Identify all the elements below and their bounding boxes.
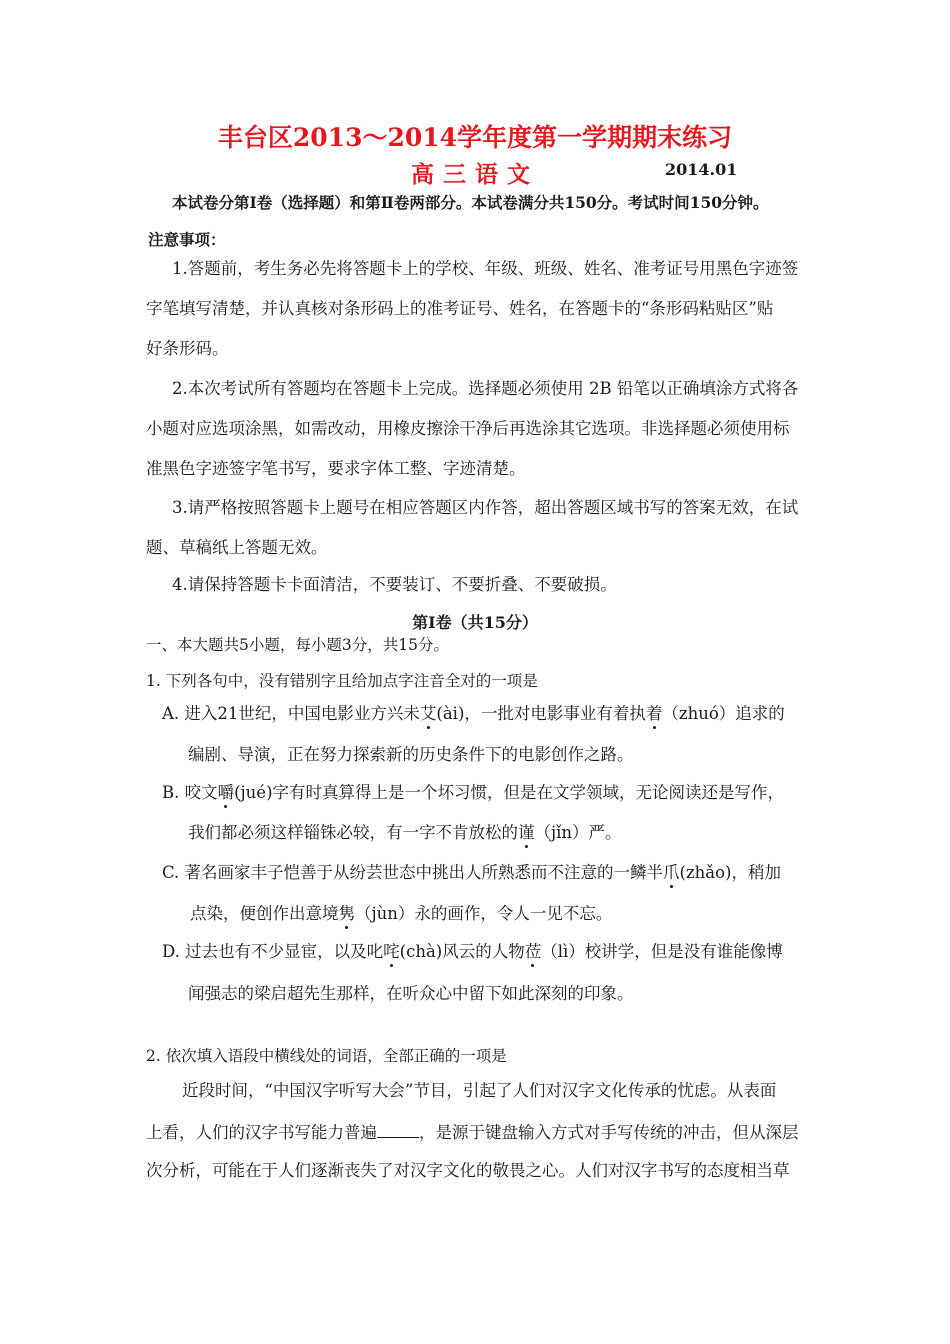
note-line: 2.本次考试所有答题均在答题卡上完成。选择题必须使用 2B 铅笔以正确填涂方式将各 [172,379,799,398]
emphasis-char: 着 [645,704,663,723]
option-line: B. 咬文嚼(jué)字有时真算得上是一个坏习惯，但是在文学领域，无论阅读还是写作， [162,783,785,802]
exam-title: 丰台区2013～2014学年度第一学期期末练习 [217,123,733,152]
option-line: 我们都必须这样锱铢必较，有一字不肯放松的谨（jǐn）严。 [188,823,622,842]
note-line: 准黑色字迹签字笔书写，要求字体工整、字迹清楚。 [146,459,526,478]
note-line: 1.答题前，考生务必先将答题卡上的学校、年级、班级、姓名、准考证号用黑色字迹签 [172,259,799,278]
notes-heading: 注意事项： [148,230,226,249]
answer-blank [377,1121,419,1138]
subject-title: 高三语文 [411,161,539,188]
question-1-stem: 1. 下列各句中，没有错别字且给加点字注音全对的一项是 [146,672,538,690]
passage-line: 上看，人们的汉字书写能力普遍 ，是源于键盘输入方式对手写传统的冲击，但从深层 [146,1123,799,1142]
section-heading: 第Ⅰ卷（共15分） [412,613,538,632]
emphasis-char: 嚼 [217,783,235,802]
passage-line: 次分析，可能在于人们逐渐丧失了对汉字文化的敬畏之心。人们对汉字书写的态度相当草 [146,1161,790,1180]
emphasis-char: 艾 [419,704,437,723]
note-line: 小题对应选项涂黑，如需改动，用橡皮擦涂干净后再选涂其它选项。非选择题必须使用标 [146,419,790,438]
note-line: 好条形码。 [146,339,229,358]
note-line: 3.请严格按照答题卡上题号在相应答题区内作答，超出答题区域书写的答案无效，在试 [172,498,799,517]
option-line: C. 著名画家丰子恺善于从纷芸世态中挑出人所熟悉而不注意的一鳞半爪(zhǎo)，稍加 [162,863,781,882]
exam-date: 2014.01 [665,160,738,179]
emphasis-char: 谨 [518,823,535,842]
part-intro: 一、本大题共5小题，每小题3分，共15分。 [146,636,449,654]
emphasis-char: 爪 [663,863,680,882]
question-2-stem: 2. 依次填入语段中横线处的词语，全部正确的一项是 [146,1047,507,1065]
passage-line: 近段时间，“中国汉字听写大会”节目，引起了人们对汉字文化传承的忧虑。从表面 [182,1081,777,1100]
note-line: 题、草稿纸上答题无效。 [146,538,328,557]
option-line: 编剧、导演，正在努力探索新的历史条件下的电影创作之路。 [188,745,634,764]
option-line: 闻强志的梁启超先生那样，在听众心中留下如此深刻的印象。 [188,984,634,1003]
option-line: D. 过去也有不少显宦，以及叱咤(chà)风云的人物莅（lì）校讲学，但是没有谁能像博 [162,942,783,961]
emphasis-char: 隽 [338,904,355,923]
emphasis-char: 莅 [524,942,542,961]
exam-intro: 本试卷分第Ⅰ卷（选择题）和第Ⅱ卷两部分。本试卷满分共150分。考试时间150分钟。 [172,193,769,212]
note-line: 字笔填写清楚，并认真核对条形码上的准考证号、姓名，在答题卡的“条形码粘贴区”贴 [146,299,774,318]
note-item-4: 4.请保持答题卡卡面清洁，不要装订、不要折叠、不要破损。 [172,575,617,594]
option-line: A. 进入21世纪，中国电影业方兴未艾(ài)，一批对电影事业有着执着（zhuó）追求的 [162,704,785,723]
option-line: 点染，便创作出意境隽（jùn）永的画作，令人一见不忘。 [190,904,613,923]
emphasis-char: 咤 [383,942,400,961]
